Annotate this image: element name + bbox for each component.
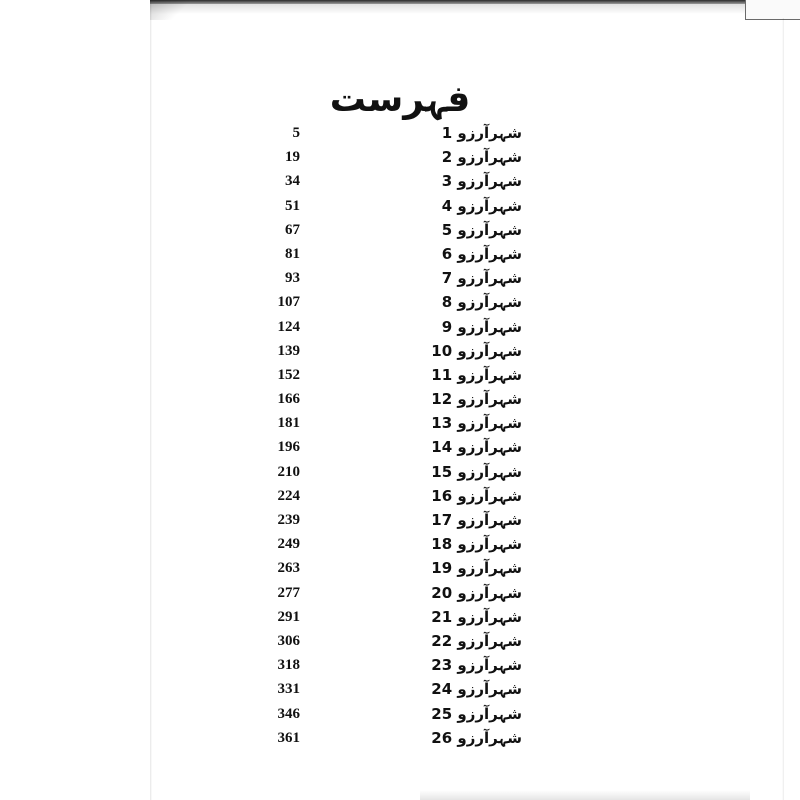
toc-entry (0, 460, 800, 484)
toc-entry-page-number: 107 (277, 294, 300, 311)
toc-entry-page-number: 152 (277, 366, 300, 383)
toc-entry-page-number: 318 (277, 657, 300, 674)
toc-entry (0, 411, 800, 435)
toc-entry-page-number: 34 (285, 173, 300, 190)
toc-entry-page-number: 196 (277, 439, 300, 456)
toc-entry-title: شہرآرزو 26 (431, 728, 522, 747)
toc-entry (0, 145, 800, 169)
toc-entry-page-number: 139 (277, 342, 300, 359)
toc-entry-title: شہرآرزو 1 (441, 124, 522, 142)
page-right-corner (745, 0, 800, 20)
toc-entry-page-number: 331 (277, 681, 300, 698)
toc-entry-title: شہرآرزو 16 (431, 486, 522, 505)
toc-entry-title: شہرآرزو 22 (431, 631, 522, 650)
toc-entry (0, 290, 800, 314)
toc-entry-page-number: 181 (277, 415, 300, 432)
toc-entry-page-number: 67 (285, 221, 300, 238)
toc-entry-title: شہرآرزو 5 (441, 220, 522, 239)
page-title: فہرست (329, 79, 471, 120)
toc-entry-title: شہرآرزو 19 (431, 559, 522, 578)
toc-entry (0, 532, 800, 556)
toc-entry (0, 605, 800, 629)
toc-entry (0, 508, 800, 532)
toc-entry-title: شہرآرزو 6 (441, 244, 522, 263)
toc-entry-title: شہرآرزو 13 (431, 414, 522, 433)
page-top-shadow (150, 4, 800, 14)
toc-entry-page-number: 124 (277, 318, 300, 335)
toc-entry-title: شہرآرزو 15 (431, 462, 522, 481)
toc-entry-page-number: 81 (285, 245, 300, 262)
toc-entry (0, 218, 800, 242)
toc-entry-title: شہرآرزو 12 (431, 390, 522, 409)
toc-entry (0, 484, 800, 508)
toc-entry (0, 194, 800, 218)
toc-entry-page-number: 263 (277, 560, 300, 577)
toc-entry (0, 387, 800, 411)
page-bottom-shadow (420, 790, 750, 800)
toc-entry-page-number: 306 (277, 632, 300, 649)
page-corner-smudge (150, 0, 190, 20)
toc-entry-title: شہرآرزو 23 (431, 656, 522, 675)
toc-entry-title: شہرآرزو 21 (431, 607, 522, 626)
toc-entry-title: شہرآرزو 14 (431, 438, 522, 457)
toc-entry (0, 556, 800, 580)
toc-entry-title: شہرآرزو 11 (431, 365, 522, 384)
toc-entry (0, 266, 800, 290)
toc-entry-title: شہرآرزو 3 (441, 172, 522, 191)
toc-entry (0, 169, 800, 193)
toc-entry-title: شہرآرزو 7 (441, 269, 522, 288)
toc-entry-page-number: 166 (277, 391, 300, 408)
toc-entry-title: شہرآرزو 10 (431, 341, 522, 360)
toc-entry-title: شہرآرزو 17 (431, 511, 522, 529)
toc-entry-title: شہرآرزو 8 (441, 293, 522, 312)
toc-entry-title: شہرآرزو 24 (431, 680, 522, 699)
toc-entry (0, 242, 800, 266)
toc-entry (0, 581, 800, 605)
toc-entry (0, 629, 800, 653)
toc-entry-page-number: 239 (277, 512, 300, 528)
toc-entry-page-number: 361 (277, 729, 300, 746)
toc-entry-page-number: 93 (285, 270, 300, 287)
toc-entry (0, 339, 800, 363)
toc-entry-page-number: 277 (277, 584, 300, 601)
toc-entry-page-number: 210 (277, 463, 300, 480)
toc-entry-title: شہرآرزو 4 (441, 196, 522, 215)
toc-entry (0, 121, 800, 145)
toc-entry (0, 726, 800, 750)
toc-entry-page-number: 51 (285, 197, 300, 214)
toc-entry-title: شہرآرزو 9 (441, 317, 522, 336)
toc-entry-page-number: 249 (277, 536, 300, 553)
toc-entry (0, 363, 800, 387)
toc-entry-title: شہرآرزو 20 (431, 583, 522, 602)
table-of-contents (0, 121, 800, 750)
toc-entry-title: شہرآرزو 25 (431, 704, 522, 723)
toc-entry (0, 315, 800, 339)
toc-entry (0, 702, 800, 726)
toc-entry-page-number: 291 (277, 608, 300, 625)
toc-entry-title: شہرآرزو 2 (441, 148, 522, 167)
toc-entry (0, 435, 800, 459)
toc-entry (0, 677, 800, 701)
toc-entry-page-number: 224 (277, 487, 300, 504)
toc-entry-page-number: 19 (285, 149, 300, 166)
toc-entry-page-number: 5 (292, 125, 300, 141)
toc-entry-title: شہرآرزو 18 (431, 535, 522, 554)
toc-entry-page-number: 346 (277, 705, 300, 722)
toc-entry (0, 653, 800, 677)
